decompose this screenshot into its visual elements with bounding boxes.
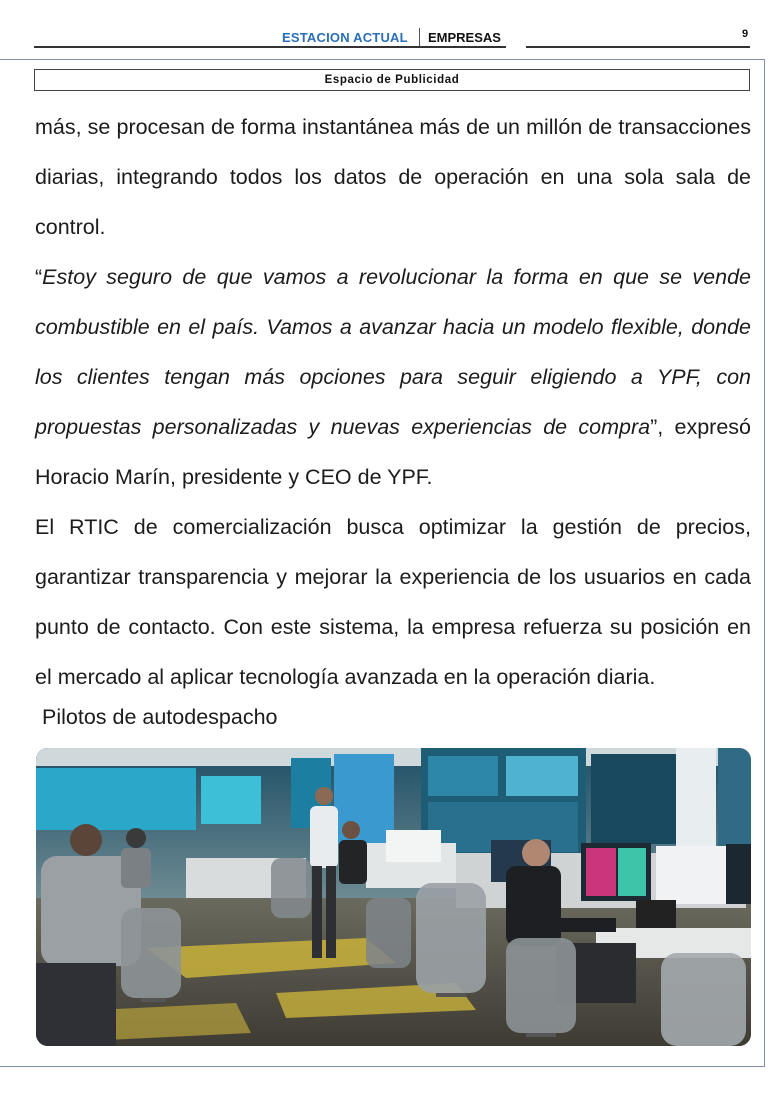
category-title: EMPRESAS (428, 30, 501, 45)
frame-bottom-line (0, 1066, 765, 1067)
subheading: Pilotos de autodespacho (42, 705, 278, 729)
frame-right-line (764, 59, 765, 1067)
section-title: ESTACION ACTUAL (282, 30, 408, 45)
paragraph-3: El RTIC de comercialización busca optimizar la gestión de precios, garantizar transparencia y mejorar la experiencia de los usuarios en cada punto de contacto. Con este sistema, la empresa refuerza su posición en el mercado al aplicar tecnología avanzada en la operación diaria. (35, 515, 751, 689)
ad-banner-label: Espacio de Publicidad (324, 74, 460, 86)
ad-banner[interactable] (34, 69, 750, 91)
quote-open-mark: “ (35, 265, 43, 289)
header-separator (419, 28, 420, 46)
quote-text: Estoy seguro de que vamos a revolucionar la forma en que se vende combustible en el país. Vamos a avanzar hacia un modelo flexible, donde los clientes tengan más opciones para seguir eligiendo a YPF, con propuestas personalizadas y nuevas experiencias de compra (35, 265, 751, 439)
control-room-illustration (36, 748, 751, 1046)
paragraph-quote (35, 252, 751, 502)
header-rule-right (526, 46, 750, 48)
frame-top-line (0, 59, 765, 60)
page-number: 9 (742, 28, 749, 40)
page-header (0, 0, 779, 60)
paragraph-1: más, se procesan de forma instantánea más de un millón de transacciones diarias, integrando todos los datos de operación en una sola sala de control. (35, 115, 751, 239)
article-body (35, 102, 751, 702)
quote-attribution: ”, expresó Horacio Marín, presidente y CEO de YPF. (35, 415, 751, 489)
header-rule-left (34, 46, 506, 48)
control-room-photo (36, 748, 751, 1046)
